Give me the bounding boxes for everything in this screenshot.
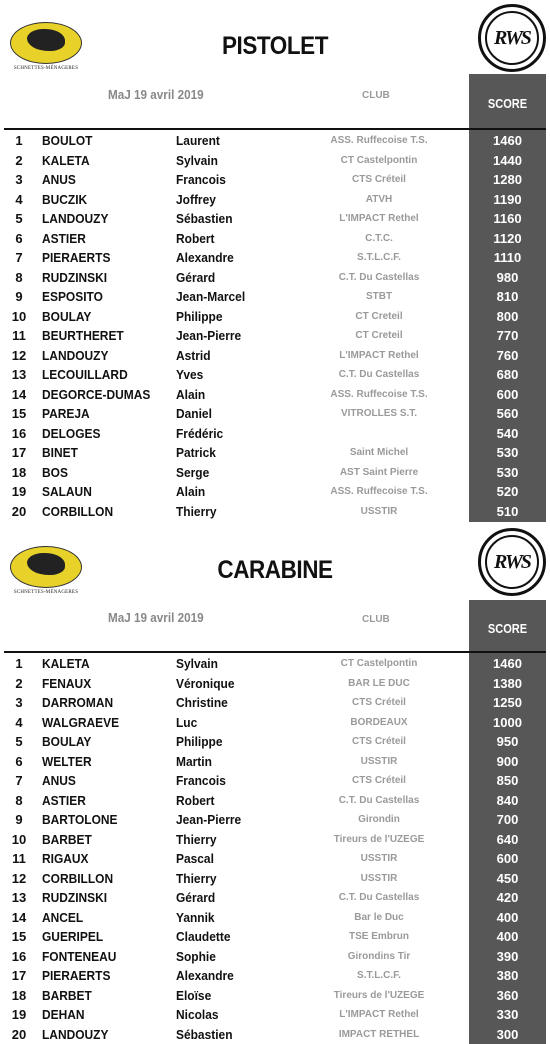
- last-name-cell: PIERAERTS: [42, 968, 111, 983]
- rank-cell: 6: [15, 753, 23, 769]
- first-name-cell: Sylvain: [176, 152, 218, 168]
- club-cell: ASS. Ruffecoise T.S.: [330, 486, 428, 497]
- last-name-cell: DEHAN: [42, 1007, 85, 1022]
- club-cell: USSTIR: [360, 755, 398, 767]
- club-cell: CTS Créteil: [352, 775, 406, 786]
- last-name-cell: GUERIPEL: [42, 929, 104, 944]
- table-row: [0, 771, 550, 791]
- club-cell: Tireurs de l'UZEGE: [333, 833, 425, 845]
- first-name-cell: Astrid: [176, 347, 211, 363]
- first-name-cell: Gérard: [176, 890, 216, 905]
- rank-cell: 14: [11, 909, 27, 925]
- club-cell: ASS. Ruffecoise T.S.: [330, 388, 428, 400]
- rws-logo: [478, 4, 546, 72]
- ranking-table: [0, 131, 550, 521]
- rank-cell: 13: [11, 367, 27, 382]
- last-name-cell: BUCZIK: [42, 191, 88, 207]
- club-cell: CTS Créteil: [352, 174, 406, 185]
- score-cell: 400: [496, 909, 519, 925]
- first-name-cell: Yves: [176, 367, 204, 382]
- club-header: CLUB: [362, 614, 390, 625]
- last-name-cell: BINET: [42, 445, 78, 460]
- first-name-cell: Joffrey: [176, 191, 216, 207]
- rank-cell: 16: [11, 948, 27, 964]
- first-name-cell: Thierry: [176, 503, 217, 519]
- score-cell: 810: [496, 289, 519, 304]
- club-cell: C.T.C.: [365, 232, 393, 244]
- score-cell: 540: [496, 425, 519, 441]
- last-name-cell: BARTOLONE: [42, 812, 118, 827]
- table-row: [0, 365, 550, 385]
- table-row: [0, 791, 550, 811]
- first-name-cell: Jean-Pierre: [176, 812, 242, 827]
- score-cell: 600: [496, 386, 519, 402]
- table-row: [0, 229, 550, 249]
- score-cell: 700: [496, 812, 519, 827]
- club-cell: CTS Créteil: [352, 697, 406, 708]
- club-cell: Bar le Duc: [354, 911, 404, 923]
- first-name-cell: Alain: [176, 484, 206, 499]
- table-row: [0, 502, 550, 522]
- club-cell: AST Saint Pierre: [339, 466, 419, 478]
- last-name-cell: KALETA: [42, 152, 90, 168]
- table-row: [0, 986, 550, 1006]
- last-name-cell: DARROMAN: [42, 695, 114, 710]
- table-row: [0, 732, 550, 752]
- first-name-cell: Robert: [176, 792, 215, 808]
- rank-cell: 13: [11, 890, 27, 905]
- score-cell: 300: [496, 1026, 519, 1042]
- last-name-cell: DEGORCE-DUMAS: [42, 386, 151, 402]
- table-row: [0, 424, 550, 444]
- club-cell: L'IMPACT Rethel: [339, 1009, 419, 1020]
- rank-cell: 5: [15, 211, 23, 226]
- rank-cell: 17: [11, 968, 27, 983]
- first-name-cell: Nicolas: [176, 1007, 219, 1022]
- score-cell: 900: [496, 753, 519, 769]
- first-name-cell: Véronique: [176, 675, 235, 691]
- score-cell: 1250: [493, 695, 522, 710]
- rank-cell: 18: [11, 987, 27, 1003]
- club-logo-text: SCHNETTES-MÉNAGERES: [13, 590, 79, 595]
- ranking-table: [0, 654, 550, 1044]
- table-row: [0, 908, 550, 928]
- table-row: [0, 810, 550, 830]
- table-row: [0, 869, 550, 889]
- club-cell: STBT: [365, 291, 393, 302]
- first-name-cell: Francois: [176, 172, 226, 187]
- first-name-cell: Sylvain: [176, 656, 218, 671]
- rank-cell: 4: [15, 714, 23, 730]
- last-name-cell: PIERAERTS: [42, 250, 111, 265]
- first-name-cell: Jean-Marcel: [176, 289, 246, 304]
- carabine-section: [0, 524, 550, 1044]
- score-cell: 520: [496, 484, 519, 499]
- table-row: [0, 947, 550, 967]
- table-row: [0, 927, 550, 947]
- club-cell: BORDEAUX: [350, 716, 408, 728]
- last-name-cell: ANUS: [42, 172, 76, 187]
- score-cell: 1160: [493, 211, 522, 226]
- last-name-cell: FONTENEAU: [42, 948, 117, 964]
- first-name-cell: Martin: [176, 753, 212, 769]
- rank-cell: 8: [15, 792, 23, 808]
- last-name-cell: BOULAY: [42, 734, 92, 749]
- first-name-cell: Frédéric: [176, 425, 224, 441]
- first-name-cell: Luc: [176, 714, 198, 730]
- table-row: [0, 1005, 550, 1025]
- last-name-cell: BOULOT: [42, 133, 93, 148]
- first-name-cell: Alain: [176, 386, 206, 402]
- table-row: [0, 151, 550, 171]
- table-row: [0, 482, 550, 502]
- score-cell: 980: [496, 269, 519, 285]
- section-title: PISTOLET: [221, 32, 329, 60]
- score-cell: 1440: [493, 152, 522, 168]
- rank-cell: 5: [15, 734, 23, 749]
- club-cell: S.T.L.C.F.: [357, 252, 401, 263]
- score-cell: 330: [496, 1007, 519, 1022]
- rank-cell: 20: [11, 1026, 27, 1042]
- club-cell: C.T. Du Castellas: [338, 794, 420, 806]
- table-row: [0, 190, 550, 210]
- rank-cell: 3: [15, 172, 23, 187]
- last-name-cell: WELTER: [42, 753, 92, 769]
- table-row: [0, 674, 550, 694]
- club-logo-text: SCHNETTES-MÉNAGERES: [13, 66, 79, 71]
- first-name-cell: Philippe: [176, 308, 223, 324]
- score-cell: 560: [496, 406, 519, 421]
- rank-cell: 1: [15, 656, 23, 671]
- last-name-cell: ASTIER: [42, 792, 86, 808]
- last-name-cell: ANCEL: [42, 909, 84, 925]
- rank-cell: 7: [15, 773, 23, 788]
- score-cell: 760: [496, 347, 519, 363]
- first-name-cell: Claudette: [176, 929, 231, 944]
- club-cell: C.T. Du Castellas: [338, 892, 420, 903]
- rank-cell: 7: [15, 250, 23, 265]
- last-name-cell: FENAUX: [42, 675, 92, 691]
- last-name-cell: ASTIER: [42, 230, 86, 246]
- first-name-cell: Sébastien: [176, 1026, 233, 1042]
- header-rule: [4, 128, 546, 130]
- rws-logo: [478, 528, 546, 596]
- first-name-cell: Yannik: [176, 909, 215, 925]
- score-cell: 1380: [493, 675, 522, 691]
- last-name-cell: CORBILLON: [42, 870, 114, 886]
- last-name-cell: RIGAUX: [42, 851, 89, 866]
- first-name-cell: Thierry: [176, 870, 217, 886]
- club-header: CLUB: [362, 90, 390, 101]
- last-name-cell: WALGRAEVE: [42, 714, 120, 730]
- first-name-cell: Serge: [176, 464, 210, 480]
- table-row: [0, 326, 550, 346]
- score-cell: 360: [496, 987, 519, 1003]
- table-row: [0, 849, 550, 869]
- rank-cell: 10: [11, 831, 27, 847]
- first-name-cell: Gérard: [176, 269, 216, 285]
- club-cell: TSE Embrun: [348, 931, 409, 942]
- table-row: [0, 1025, 550, 1044]
- score-cell: 680: [496, 367, 519, 382]
- table-row: [0, 443, 550, 463]
- last-name-cell: LECOUILLARD: [42, 367, 128, 382]
- last-name-cell: KALETA: [42, 656, 90, 671]
- club-cell: L'IMPACT Rethel: [339, 349, 419, 361]
- rank-cell: 6: [15, 230, 23, 246]
- last-name-cell: CORBILLON: [42, 503, 114, 519]
- club-cell: ATVH: [365, 193, 393, 205]
- rank-cell: 11: [12, 851, 26, 866]
- club-cell: VITROLLES S.T.: [340, 408, 418, 419]
- last-name-cell: BEURTHERET: [42, 328, 124, 343]
- club-cell: CT Creteil: [355, 310, 403, 322]
- club-cell: C.T. Du Castellas: [338, 271, 420, 283]
- rws-logo-text: RWS: [494, 550, 530, 573]
- section-title: CARABINE: [217, 556, 333, 584]
- rank-cell: 9: [15, 812, 23, 827]
- last-name-cell: BARBET: [42, 831, 92, 847]
- last-name-cell: LANDOUZY: [42, 211, 109, 226]
- first-name-cell: Francois: [176, 773, 226, 788]
- rank-cell: 15: [11, 406, 27, 421]
- club-cell: Saint Michel: [349, 447, 409, 458]
- table-row: [0, 888, 550, 908]
- score-header: SCORE: [487, 96, 528, 111]
- rank-cell: 2: [15, 675, 23, 691]
- table-row: [0, 966, 550, 986]
- update-date: MaJ 19 avril 2019: [108, 610, 204, 625]
- first-name-cell: Pascal: [176, 851, 214, 866]
- last-name-cell: PAREJA: [42, 406, 90, 421]
- club-cell: C.T. Du Castellas: [338, 369, 420, 380]
- rank-cell: 3: [15, 695, 23, 710]
- rws-logo-text: RWS: [494, 26, 530, 49]
- table-row: [0, 404, 550, 424]
- club-cell: S.T.L.C.F.: [357, 970, 401, 981]
- rank-cell: 9: [15, 289, 23, 304]
- club-cell: Girondin: [358, 814, 400, 825]
- table-row: [0, 830, 550, 850]
- score-cell: 600: [496, 851, 519, 866]
- last-name-cell: BOULAY: [42, 308, 92, 324]
- header-rule: [4, 651, 546, 653]
- table-row: [0, 268, 550, 288]
- rank-cell: 20: [11, 503, 27, 519]
- score-cell: 1110: [493, 250, 522, 265]
- first-name-cell: Sébastien: [176, 211, 233, 226]
- table-row: [0, 131, 550, 151]
- club-cell: CT Creteil: [355, 330, 403, 341]
- last-name-cell: ANUS: [42, 773, 76, 788]
- first-name-cell: Jean-Pierre: [176, 328, 242, 343]
- table-row: [0, 385, 550, 405]
- club-cell: USSTIR: [360, 505, 398, 517]
- score-cell: 380: [496, 968, 519, 983]
- first-name-cell: Patrick: [176, 445, 216, 460]
- score-cell: 1280: [493, 172, 522, 187]
- table-row: [0, 463, 550, 483]
- first-name-cell: Christine: [176, 695, 228, 710]
- score-cell: 770: [496, 328, 519, 343]
- score-cell: 390: [496, 948, 519, 964]
- rank-cell: 17: [11, 445, 27, 460]
- rank-cell: 1: [15, 133, 23, 148]
- score-header: SCORE: [487, 621, 528, 636]
- score-cell: 1460: [493, 133, 522, 148]
- table-row: [0, 713, 550, 733]
- club-cell: USSTIR: [360, 853, 398, 864]
- table-row: [0, 752, 550, 772]
- update-date: MaJ 19 avril 2019: [108, 87, 204, 102]
- club-cell: ASS. Ruffecoise T.S.: [330, 135, 428, 146]
- rank-cell: 19: [11, 1007, 27, 1022]
- club-cell: CT Castelpontin: [340, 658, 418, 669]
- first-name-cell: Eloïse: [176, 987, 212, 1003]
- last-name-cell: DELOGES: [42, 425, 101, 441]
- last-name-cell: SALAUN: [42, 484, 92, 499]
- first-name-cell: Daniel: [176, 406, 212, 421]
- club-cell: IMPACT RETHEL: [338, 1028, 420, 1040]
- table-row: [0, 693, 550, 713]
- rank-cell: 8: [15, 269, 23, 285]
- rank-cell: 14: [11, 386, 27, 402]
- first-name-cell: Alexandre: [176, 968, 234, 983]
- score-cell: 530: [496, 464, 519, 480]
- club-cell: Tireurs de l'UZEGE: [333, 989, 425, 1001]
- last-name-cell: LANDOUZY: [42, 347, 109, 363]
- rank-cell: 12: [11, 347, 27, 363]
- rank-cell: 2: [15, 152, 23, 168]
- club-cell: Girondins Tir: [347, 950, 411, 962]
- first-name-cell: Sophie: [176, 948, 216, 964]
- last-name-cell: BOS: [42, 464, 68, 480]
- table-row: [0, 287, 550, 307]
- last-name-cell: RUDZINSKI: [42, 890, 108, 905]
- rank-cell: 18: [11, 464, 27, 480]
- table-row: [0, 307, 550, 327]
- club-cell: BAR LE DUC: [348, 677, 410, 689]
- score-cell: 850: [496, 773, 519, 788]
- score-cell: 420: [496, 890, 519, 905]
- table-row: [0, 248, 550, 268]
- score-cell: 800: [496, 308, 519, 324]
- score-cell: 450: [496, 870, 519, 886]
- last-name-cell: LANDOUZY: [42, 1026, 109, 1042]
- rank-cell: 19: [11, 484, 27, 499]
- table-row: [0, 209, 550, 229]
- score-cell: 530: [496, 445, 519, 460]
- score-cell: 1120: [493, 230, 522, 246]
- first-name-cell: Thierry: [176, 831, 217, 847]
- score-cell: 840: [496, 792, 519, 808]
- last-name-cell: ESPOSITO: [42, 289, 103, 304]
- score-cell: 1000: [493, 714, 522, 730]
- rank-cell: 16: [11, 425, 27, 441]
- first-name-cell: Alexandre: [176, 250, 234, 265]
- last-name-cell: RUDZINSKI: [42, 269, 108, 285]
- table-row: [0, 654, 550, 674]
- score-cell: 1190: [493, 191, 522, 207]
- table-row: [0, 346, 550, 366]
- rank-cell: 12: [11, 870, 27, 886]
- table-row: [0, 170, 550, 190]
- score-cell: 510: [496, 503, 519, 519]
- club-cell: L'IMPACT Rethel: [339, 213, 419, 224]
- club-cell: USSTIR: [360, 872, 398, 884]
- score-cell: 950: [496, 734, 519, 749]
- score-cell: 1460: [493, 656, 522, 671]
- club-cell: CTS Créteil: [352, 736, 406, 747]
- rank-cell: 10: [11, 308, 27, 324]
- last-name-cell: BARBET: [42, 987, 92, 1003]
- first-name-cell: Robert: [176, 230, 215, 246]
- rank-cell: 4: [15, 191, 23, 207]
- score-cell: 640: [496, 831, 519, 847]
- rank-cell: 15: [11, 929, 27, 944]
- first-name-cell: Laurent: [176, 133, 220, 148]
- first-name-cell: Philippe: [176, 734, 223, 749]
- score-cell: 400: [496, 929, 519, 944]
- club-cell: CT Castelpontin: [340, 154, 418, 166]
- rank-cell: 11: [12, 328, 26, 343]
